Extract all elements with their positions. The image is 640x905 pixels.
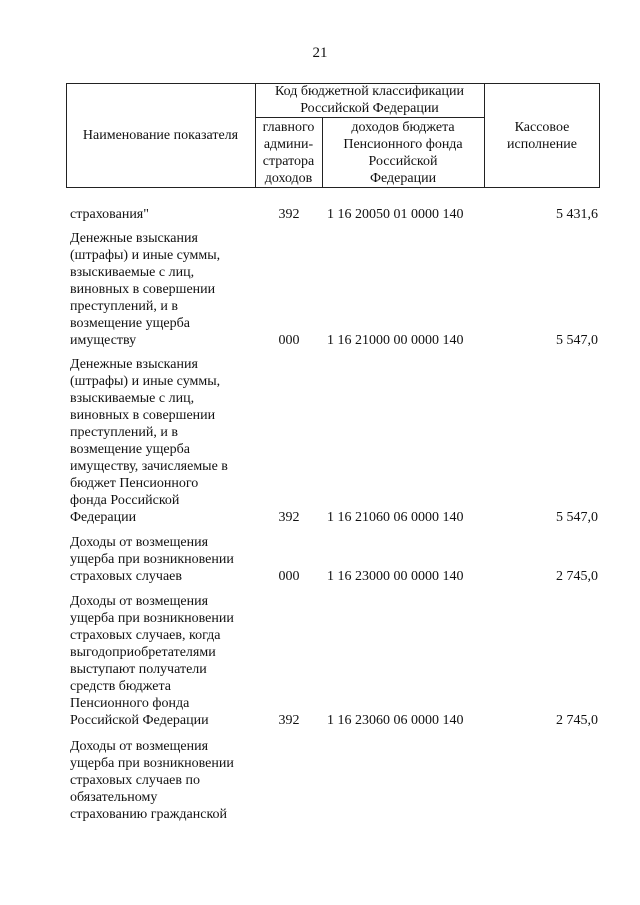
header-admin-line: доходов (264, 170, 313, 186)
row-name-line: имуществу, зачисляемые в (70, 459, 228, 474)
row-name-line: фонда Российской (70, 493, 180, 508)
row-name-line: ущерба при возникновении (70, 611, 234, 626)
header-budget-line: доходов бюджета (351, 119, 455, 135)
row-name-line: Денежные взыскания (70, 231, 198, 246)
row-budget-code: 1 16 23060 06 0000 140 (327, 713, 464, 728)
row-admin-code: 000 (278, 569, 300, 584)
row-name-line: страховых случаев, когда (70, 628, 221, 643)
row-name-line: возмещение ущерба (70, 442, 190, 457)
header-group-cell (255, 83, 484, 117)
row-name-line: Доходы от возмещения (70, 594, 209, 609)
header-budget-line: Федерации (369, 170, 437, 186)
row-name-line: (штрафы) и иные суммы, (70, 248, 221, 263)
row-admin-code: 392 (278, 510, 300, 525)
header-group-line2: Российской Федерации (300, 101, 439, 116)
row-name-line: ущерба при возникновении (70, 552, 234, 567)
row-name-line: виновных в совершении (70, 282, 216, 297)
row-budget-code: 1 16 20050 01 0000 140 (327, 207, 464, 222)
row-name-line: страховых случаев (70, 569, 182, 584)
header-name-cell (66, 83, 255, 188)
row-name-line: (штрафы) и иные суммы, (70, 374, 221, 389)
row-value: 5 431,6 (556, 207, 598, 222)
row-name (70, 356, 260, 526)
row-name-line: выгодоприобретателями (70, 645, 216, 660)
row-name-line: Денежные взыскания (70, 357, 198, 372)
row-name-line: преступлений, и в (70, 299, 178, 314)
header-admin-line: главного (262, 119, 315, 135)
row-name-line: имуществу (70, 333, 137, 348)
row-value: 2 745,0 (556, 713, 598, 728)
row-name-line: средств бюджета (70, 679, 172, 694)
row-value: 5 547,0 (556, 333, 598, 348)
row-name-line: страхования" (70, 207, 149, 222)
row-name-line: выступают получатели (70, 662, 207, 677)
header-exec-line: Кассовое (514, 119, 570, 135)
header-group-line1: Код бюджетной классификации (275, 84, 464, 99)
header-budget-line: Российской (368, 153, 438, 169)
row-name (70, 593, 260, 729)
row-name-line: Пенсионного фонда (70, 696, 190, 711)
row-name-line: Доходы от возмещения (70, 535, 209, 550)
row-name-line: ущерба при возникновении (70, 756, 234, 771)
header-exec-line: исполнение (507, 136, 577, 152)
header-budget-cell (322, 117, 484, 188)
row-name (70, 206, 260, 223)
row-budget-code: 1 16 21060 06 0000 140 (327, 510, 464, 525)
header-admin-cell (255, 117, 322, 188)
row-name-line: страхованию гражданской (70, 807, 228, 822)
row-name-line: бюджет Пенсионного (70, 476, 199, 491)
header-exec-cell (484, 83, 600, 188)
row-admin-code: 392 (278, 207, 300, 222)
row-value: 5 547,0 (556, 510, 598, 525)
row-name-line: Российской Федерации (70, 713, 209, 728)
row-name (70, 230, 260, 349)
row-name-line: обязательному (70, 790, 158, 805)
header-budget-line: Пенсионного фонда (343, 136, 463, 152)
row-name (70, 534, 260, 585)
row-name (70, 738, 260, 823)
row-name-line: виновных в совершении (70, 408, 216, 423)
header-col-name: Наименование показателя (82, 128, 239, 143)
row-name-line: страховых случаев по (70, 773, 200, 788)
row-admin-code: 000 (278, 333, 300, 348)
header-admin-line: стратора (262, 153, 315, 169)
page-number: 21 (312, 45, 328, 61)
row-name-line: возмещение ущерба (70, 316, 190, 331)
row-budget-code: 1 16 23000 00 0000 140 (327, 569, 464, 584)
header-admin-line: админи- (263, 136, 314, 152)
row-name-line: взыскиваемые с лиц, (70, 391, 195, 406)
row-name-line: преступлений, и в (70, 425, 178, 440)
row-name-line: Федерации (70, 510, 137, 525)
row-admin-code: 392 (278, 713, 300, 728)
row-name-line: Доходы от возмещения (70, 739, 209, 754)
row-value: 2 745,0 (556, 569, 598, 584)
row-budget-code: 1 16 21000 00 0000 140 (327, 333, 464, 348)
row-name-line: взыскиваемые с лиц, (70, 265, 195, 280)
